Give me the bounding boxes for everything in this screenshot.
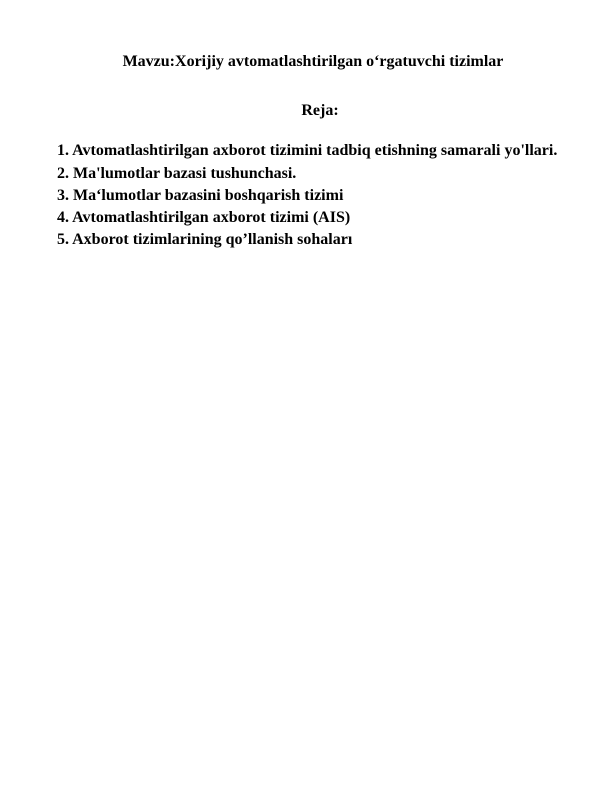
plan-item-2: 2. Ma'lumotlar bazasi tushunchasi. bbox=[57, 165, 297, 182]
plan-item-3: 3. Ma‘lumotlar bazasini boshqarish tizimi bbox=[57, 187, 344, 204]
plan-item-1: 1. Avtomatlashtirilgan axborot tizimini tadbiq etishning samarali yo'llari. bbox=[57, 142, 558, 159]
plan-item-4: 4. Avtomatlashtirilgan axborot tizimi (AIS) bbox=[57, 209, 351, 226]
plan-item-5: 5. Axborot tizimlarining qo’llanish sohaları bbox=[57, 231, 353, 248]
plan-list bbox=[57, 140, 567, 251]
plan-heading: Reja: bbox=[301, 102, 339, 119]
page-title: Mavzu:Xorijiy avtomatlashtirilgan o‘rgatuvchi tizimlar bbox=[122, 53, 504, 70]
